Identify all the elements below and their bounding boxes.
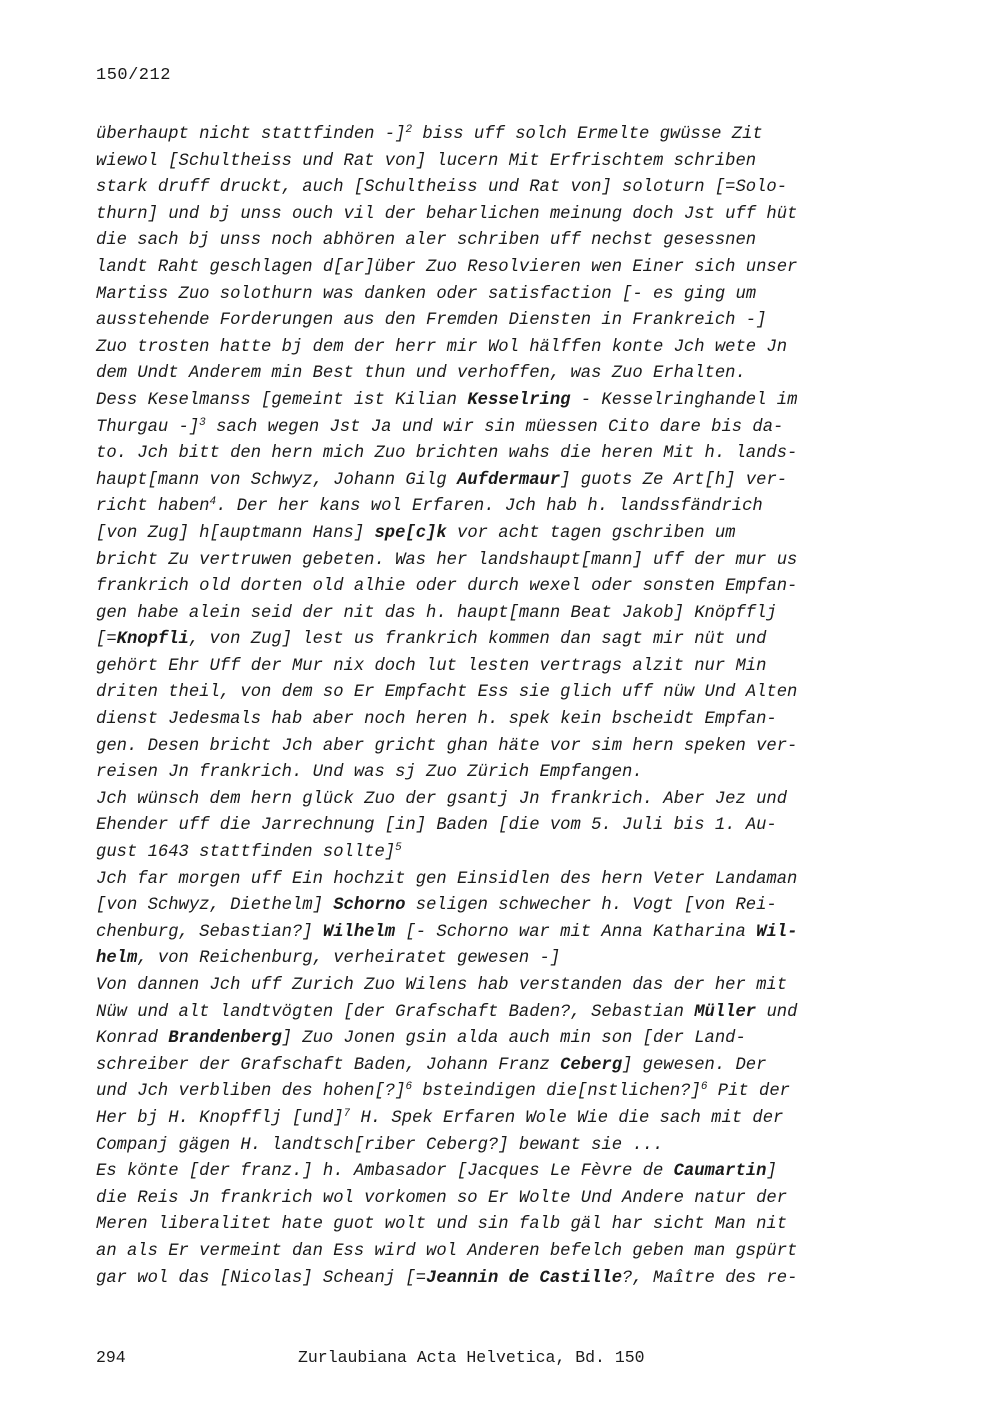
text-segment: stark druff druckt, auch [Schultheiss und Rat von] soloturn [=Solo- <box>96 178 788 198</box>
text-segment: und Jch verbliben des hohen[?] <box>96 1082 406 1102</box>
text-segment: Dess Keselmanss [gemeint ist Kilian <box>96 390 468 410</box>
text-line <box>96 1000 876 1027</box>
person-name: Wil- <box>756 922 798 942</box>
footnote-ref: 6 <box>405 1081 413 1094</box>
text-segment: , von Reichenburg, verheiratet gewesen -] <box>137 949 561 969</box>
text-line <box>96 468 876 495</box>
text-line <box>96 867 876 894</box>
text-segment: - Kesselringhandel im <box>570 390 798 410</box>
text-line <box>96 787 876 814</box>
text-segment: ] gewesen. Der <box>622 1055 767 1075</box>
text-line <box>96 707 876 734</box>
text-line <box>96 574 876 601</box>
text-line <box>96 973 876 1000</box>
text-line <box>96 920 876 947</box>
text-line <box>96 361 876 388</box>
text-line <box>96 734 876 761</box>
text-line <box>96 122 876 149</box>
text-segment: Zuo trosten hatte bj dem der herr mir Wol hälffen konte Jch wete Jn <box>96 337 788 357</box>
text-line <box>96 813 876 840</box>
text-line <box>96 1053 876 1080</box>
text-segment: landt Raht geschlagen d[ar]über Zuo Resolvieren wen Einer sich unser <box>96 257 798 277</box>
text-segment: biss uff solch Ermelte gwüsse Zit <box>412 125 763 144</box>
text-line <box>96 1106 876 1133</box>
person-name: Schorno <box>333 896 406 916</box>
text-segment: überhaupt nicht stattfinden -] <box>96 125 406 144</box>
text-line <box>96 1266 876 1293</box>
text-line <box>96 601 876 628</box>
text-segment: frankrich old dorten old alhie oder durch wexel oder sonsten Empfan- <box>96 577 798 597</box>
person-name: Müller <box>694 1002 757 1022</box>
text-segment: gust 1643 stattfinden sollte] <box>96 843 396 863</box>
page-number: 294 <box>96 1348 126 1367</box>
text-line <box>96 282 876 309</box>
text-segment: haupt[mann von Schwyz, Johann Gilg <box>96 470 457 490</box>
text-segment: dem Undt Anderem min Best thun und verhoffen, was Zuo Erhalten. <box>96 364 746 384</box>
person-name: Wilhelm <box>322 922 396 942</box>
person-name: Kesselring <box>467 390 571 410</box>
text-segment: Es könte [der franz.] h. Ambasador [Jacques Le Fèvre de <box>96 1162 674 1182</box>
publication-title: Zurlaubiana Acta Helvetica, Bd. 150 <box>298 1348 645 1367</box>
text-line <box>96 1079 876 1106</box>
text-segment: [von Zug] h[auptmann Hans] <box>96 523 375 543</box>
text-line <box>96 1212 876 1239</box>
text-line <box>96 228 876 255</box>
text-line <box>96 840 876 867</box>
text-line <box>96 415 876 442</box>
text-line <box>96 335 876 362</box>
text-segment: richt haben <box>96 497 210 517</box>
text-line <box>96 627 876 654</box>
footnote-ref: 3 <box>199 416 206 429</box>
text-segment: bsteindigen die[nstlichen?] <box>412 1082 701 1102</box>
text-line <box>96 255 876 282</box>
text-line <box>96 202 876 229</box>
footnote-ref: 6 <box>700 1081 708 1094</box>
text-line <box>96 548 876 575</box>
text-line <box>96 308 876 335</box>
text-segment: ] Zuo Jonen gsin alda auch min son [der Land- <box>281 1029 746 1049</box>
text-segment: Pit der <box>707 1082 790 1102</box>
person-name: Brandenberg <box>168 1029 282 1049</box>
person-name: helm <box>96 949 138 969</box>
text-line <box>96 1159 876 1186</box>
text-segment: vor acht tagen gschriben um <box>446 523 736 543</box>
text-segment: gen. Desen bricht Jch aber gricht ghan häte vor sim hern speken ver- <box>96 736 798 756</box>
text-segment: gar wol das [Nicolas] Scheanj [= <box>96 1268 427 1288</box>
text-segment: driten theil, von dem so Er Empfacht Ess sie glich uff nüw Und Alten <box>96 683 798 703</box>
text-segment: gen habe alein seid der nit das h. haupt[mann Beat Jakob] Knöpfflj <box>96 603 777 623</box>
person-name: Aufdermaur <box>457 470 561 490</box>
text-segment: bricht Zu vertruwen gebeten. Was her landshaupt[mann] uff der mur us <box>96 550 798 570</box>
text-line <box>96 1026 876 1053</box>
text-segment: an als Er vermeint dan Ess wird wol Anderen befelch geben man gspürt <box>96 1241 798 1261</box>
text-line <box>96 441 876 468</box>
text-segment: seligen schwecher h. Vogt [von Rei- <box>405 896 777 916</box>
footnote-ref: 2 <box>405 124 413 136</box>
text-segment: , von Zug] lest us frankrich kommen dan sagt mir nüt und <box>188 630 767 650</box>
text-segment: [- Schorno war mit Anna Katharina <box>395 922 757 942</box>
text-segment: . Der her kans wol Erfaren. Jch hab h. landssfändrich <box>216 497 763 517</box>
text-segment: ] guots Ze Art[h] ver- <box>560 470 788 490</box>
person-name: spe[c]k <box>374 523 447 543</box>
text-segment: thurn] und bj unss ouch vil der beharlichen meinung doch Jst uff hüt <box>96 204 798 224</box>
text-segment: Nüw und alt landtvögten [der Grafschaft Baden?, Sebastian <box>96 1002 695 1022</box>
text-segment: reisen Jn frankrich. Und was sj Zuo Zürich Empfangen. <box>96 763 643 783</box>
person-name: Jeannin de Castille <box>426 1268 623 1288</box>
text-segment: Jch wünsch dem hern glück Zuo der gsantj Jn frankrich. Aber Jez und <box>96 789 788 809</box>
text-segment: die sach bj unss noch abhören aler schriben uff nechst gesessnen <box>96 231 757 251</box>
text-line <box>96 1239 876 1266</box>
text-segment: Companj gägen H. landtsch[riber Ceberg?] bewant sie ... <box>96 1135 664 1155</box>
text-segment: H. Spek Erfaren Wole Wie die sach mit der <box>350 1108 784 1128</box>
text-segment: Thurgau -] <box>96 417 200 437</box>
text-segment: Her bj H. Knopfflj [und] <box>96 1108 344 1128</box>
text-segment: to. Jch bitt den hern mich Zuo brichten wahs die heren Mit h. lands- <box>96 444 798 464</box>
text-segment: sach wegen Jst Ja und wir sin müessen Cito dare bis da- <box>205 417 784 437</box>
text-segment: [von Schwyz, Diethelm] <box>96 896 334 916</box>
person-name: Knopfli <box>116 630 189 650</box>
text-segment: [= <box>96 630 117 650</box>
text-segment: ] <box>766 1162 777 1182</box>
person-name: Ceberg <box>560 1055 623 1075</box>
text-line <box>96 388 876 415</box>
text-line <box>96 494 876 521</box>
letter-body <box>96 122 876 1292</box>
text-segment: Meren liberalitet hate guot wolt und sin falb gäl har sicht Man nit <box>96 1215 788 1235</box>
person-name: Caumartin <box>673 1162 767 1182</box>
text-segment: chenburg, Sebastian?] <box>96 922 323 942</box>
text-segment: Jch far morgen uff Ein hochzit gen Einsidlen des hern Veter Landaman <box>96 869 798 889</box>
page-counter: 150/212 <box>96 66 171 85</box>
text-line <box>96 149 876 176</box>
text-line <box>96 654 876 681</box>
text-line <box>96 521 876 548</box>
text-line <box>96 946 876 973</box>
text-segment: gehört Ehr Uff der Mur nix doch lut lesten vertrags alzit nur Min <box>96 656 767 676</box>
text-segment: schreiber der Grafschaft Baden, Johann Franz <box>96 1055 561 1075</box>
text-line <box>96 760 876 787</box>
footnote-ref: 5 <box>395 842 402 855</box>
text-line <box>96 175 876 202</box>
text-segment: ausstehende Forderungen aus den Fremden Diensten in Frankreich -] <box>96 311 767 331</box>
text-line <box>96 1133 876 1160</box>
text-segment: dienst Jedesmals hab aber noch heren h. spek kein bscheidt Empfan- <box>96 710 777 730</box>
text-line <box>96 893 876 920</box>
text-segment: Von dannen Jch uff Zurich Zuo Wilens hab verstanden das der her mit <box>96 976 788 995</box>
text-segment: Ehender uff die Jarrechnung [in] Baden [die vom 5. Juli bis 1. Au- <box>96 816 777 836</box>
text-line <box>96 1186 876 1213</box>
text-segment: Konrad <box>96 1029 169 1049</box>
text-segment: Martiss Zuo solothurn was danken oder satisfaction [- es ging um <box>96 284 757 304</box>
footnote-ref: 7 <box>343 1107 351 1120</box>
text-line <box>96 680 876 707</box>
footnote-ref: 4 <box>209 496 217 509</box>
text-segment: wiewol [Schultheiss und Rat von] lucern Mit Erfrischtem schriben <box>96 151 757 171</box>
text-segment: ?, Maître des re- <box>622 1268 798 1288</box>
text-segment: und <box>756 1002 798 1022</box>
text-segment: die Reis Jn frankrich wol vorkomen so Er Wolte Und Andere natur der <box>96 1188 788 1208</box>
